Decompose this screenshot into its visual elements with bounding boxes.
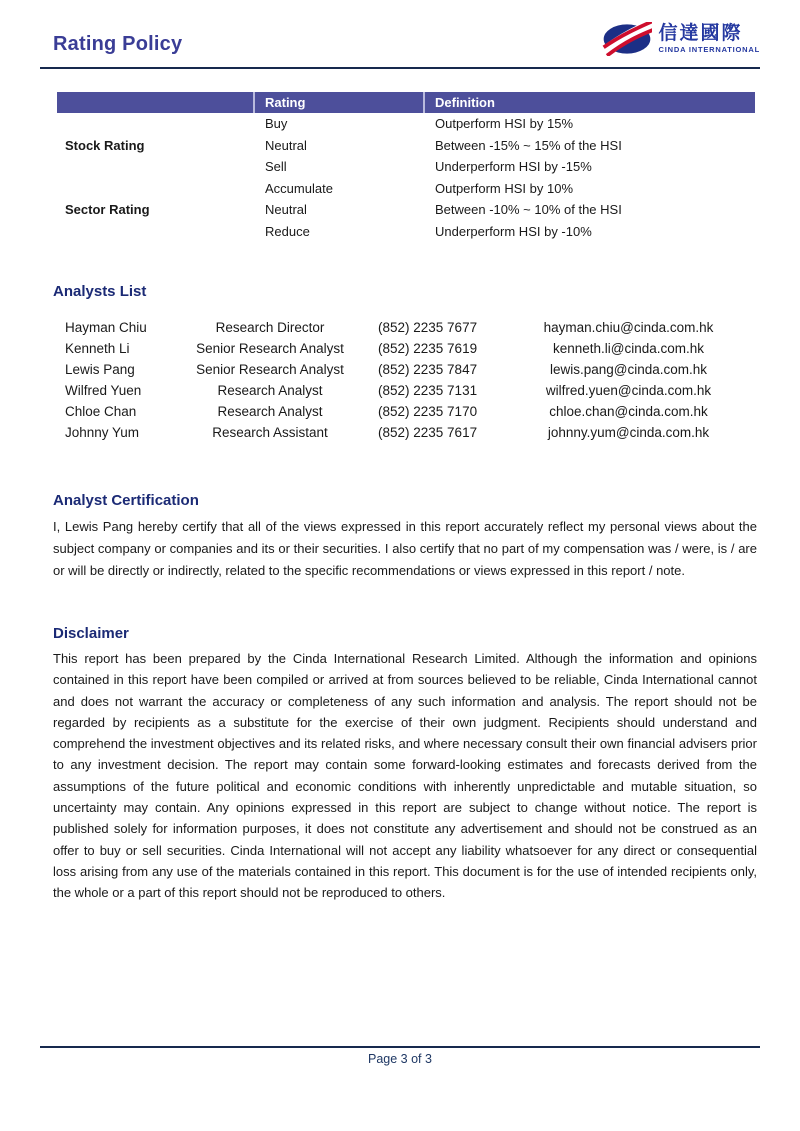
disclaimer-heading: Disclaimer [53, 625, 129, 642]
analyst-title: Research Director [215, 320, 325, 335]
definition-cell: Between -15% ~ 15% of the HSI [435, 137, 622, 153]
definition-cell: Underperform HSI by -10% [435, 223, 592, 239]
certification-heading: Analyst Certification [53, 492, 199, 509]
page-footer [0, 1046, 800, 1066]
analyst-title: Research Analyst [217, 383, 323, 398]
definition-cell: Outperform HSI by 10% [435, 180, 573, 196]
header-divider [40, 67, 760, 69]
category-stock-rating: Stock Rating [65, 137, 145, 153]
rating-cell: Reduce [265, 223, 310, 239]
analyst-email: lewis.pang@cinda.com.hk [549, 362, 708, 377]
cinda-swoosh-icon [602, 22, 652, 56]
analyst-title: Senior Research Analyst [196, 362, 344, 377]
analyst-email: hayman.chiu@cinda.com.hk [543, 320, 714, 335]
analyst-email: wilfred.yuen@cinda.com.hk [545, 383, 712, 398]
logo-english-name: CINDA INTERNATIONAL [658, 45, 760, 54]
rating-cell: Buy [265, 116, 288, 131]
disclaimer-body: This report has been prepared by the Cinda International Research Limited. Although the information and opinions contained in this report have been compiled or arrived at from sources believed to be reliable, Cinda International cannot and does not warrant the accuracy or completeness of any such information and analysis. The report should not be regarded by recipients as a substitute for the exercise of their own judgment. Recipients should understand and comprehend the investment objectives and its related risks, and where necessary consult their own financial advisers prior to any investment decision. The report may contain some forward-looking estimates and forecasts derived from the assumptions of the future political and economic conditions with inherently unpredictable and mutable situation, so uncertainty may contain. Any opinions expressed in this report are subject to change without notice. The report is published solely for information purposes, it does not constitute any advertisement and should not be construed as an offer to buy or sell securities. Cinda International will not accept any liability whatsoever for any direct or consequential loss arising from any use of the materials contained in this report. This document is for the use of intended recipients only, the whole or a part of this report should not be reproduced to others. [53, 651, 757, 901]
analysts-list-heading: Analysts List [53, 283, 147, 300]
analyst-name: Hayman Chiu [65, 320, 147, 335]
analyst-phone: (852) 2235 7677 [378, 320, 478, 335]
category-sector-rating: Sector Rating [65, 202, 150, 218]
definition-cell: Outperform HSI by 15% [435, 116, 573, 131]
rating-cell: Neutral [265, 202, 307, 217]
analyst-phone: (852) 2235 7619 [378, 341, 478, 356]
page-title: Rating Policy [53, 33, 183, 55]
definition-cell: Between -10% ~ 10% of the HSI [435, 202, 622, 217]
analyst-phone: (852) 2235 7617 [378, 425, 478, 440]
rating-cell: Neutral [265, 137, 307, 153]
rating-cell: Accumulate [265, 180, 333, 196]
analysts-list [53, 317, 747, 443]
analyst-email: johnny.yum@cinda.com.hk [547, 425, 710, 440]
analyst-phone: (852) 2235 7847 [378, 362, 478, 377]
analyst-row [65, 422, 747, 443]
analyst-row [65, 401, 747, 422]
analyst-name: Chloe Chan [65, 404, 137, 419]
analyst-name: Kenneth Li [65, 341, 130, 356]
analyst-row [65, 317, 747, 338]
analyst-row [65, 338, 747, 359]
definition-cell: Underperform HSI by -15% [435, 159, 592, 174]
rating-policy-table [57, 92, 755, 242]
certification-body: I, Lewis Pang hereby certify that all of the views expressed in this report accurately reflect my personal views about the subject company or companies and its or their securities. I also certify that no part of my compensation was / were, is / are or will be directly or indirectly, related to the specific recommendations or views expressed in this report / note. [53, 519, 757, 578]
footer-divider [40, 1046, 760, 1048]
analyst-title: Senior Research Analyst [196, 341, 344, 356]
analyst-phone: (852) 2235 7170 [378, 404, 478, 419]
analyst-name: Wilfred Yuen [65, 383, 142, 398]
analyst-email: chloe.chan@cinda.com.hk [549, 404, 708, 419]
table-header-definition: Definition [425, 92, 755, 113]
page-header [0, 0, 800, 69]
page-number: Page 3 of 3 [368, 1052, 432, 1066]
analyst-email: kenneth.li@cinda.com.hk [552, 341, 705, 356]
analyst-title: Research Analyst [217, 404, 323, 419]
analyst-title: Research Assistant [212, 425, 328, 440]
analyst-row [65, 359, 747, 380]
table-header-rating: Rating [255, 92, 425, 113]
analyst-name: Johnny Yum [65, 425, 140, 440]
analyst-phone: (852) 2235 7131 [378, 383, 478, 398]
rating-cell: Sell [265, 159, 287, 174]
cinda-logo [602, 22, 760, 56]
logo-chinese-name: 信達國際 [658, 23, 743, 44]
table-header-empty [57, 92, 255, 113]
analyst-row [65, 380, 747, 401]
cinda-logo-text [659, 23, 760, 55]
analyst-name: Lewis Pang [65, 362, 135, 377]
